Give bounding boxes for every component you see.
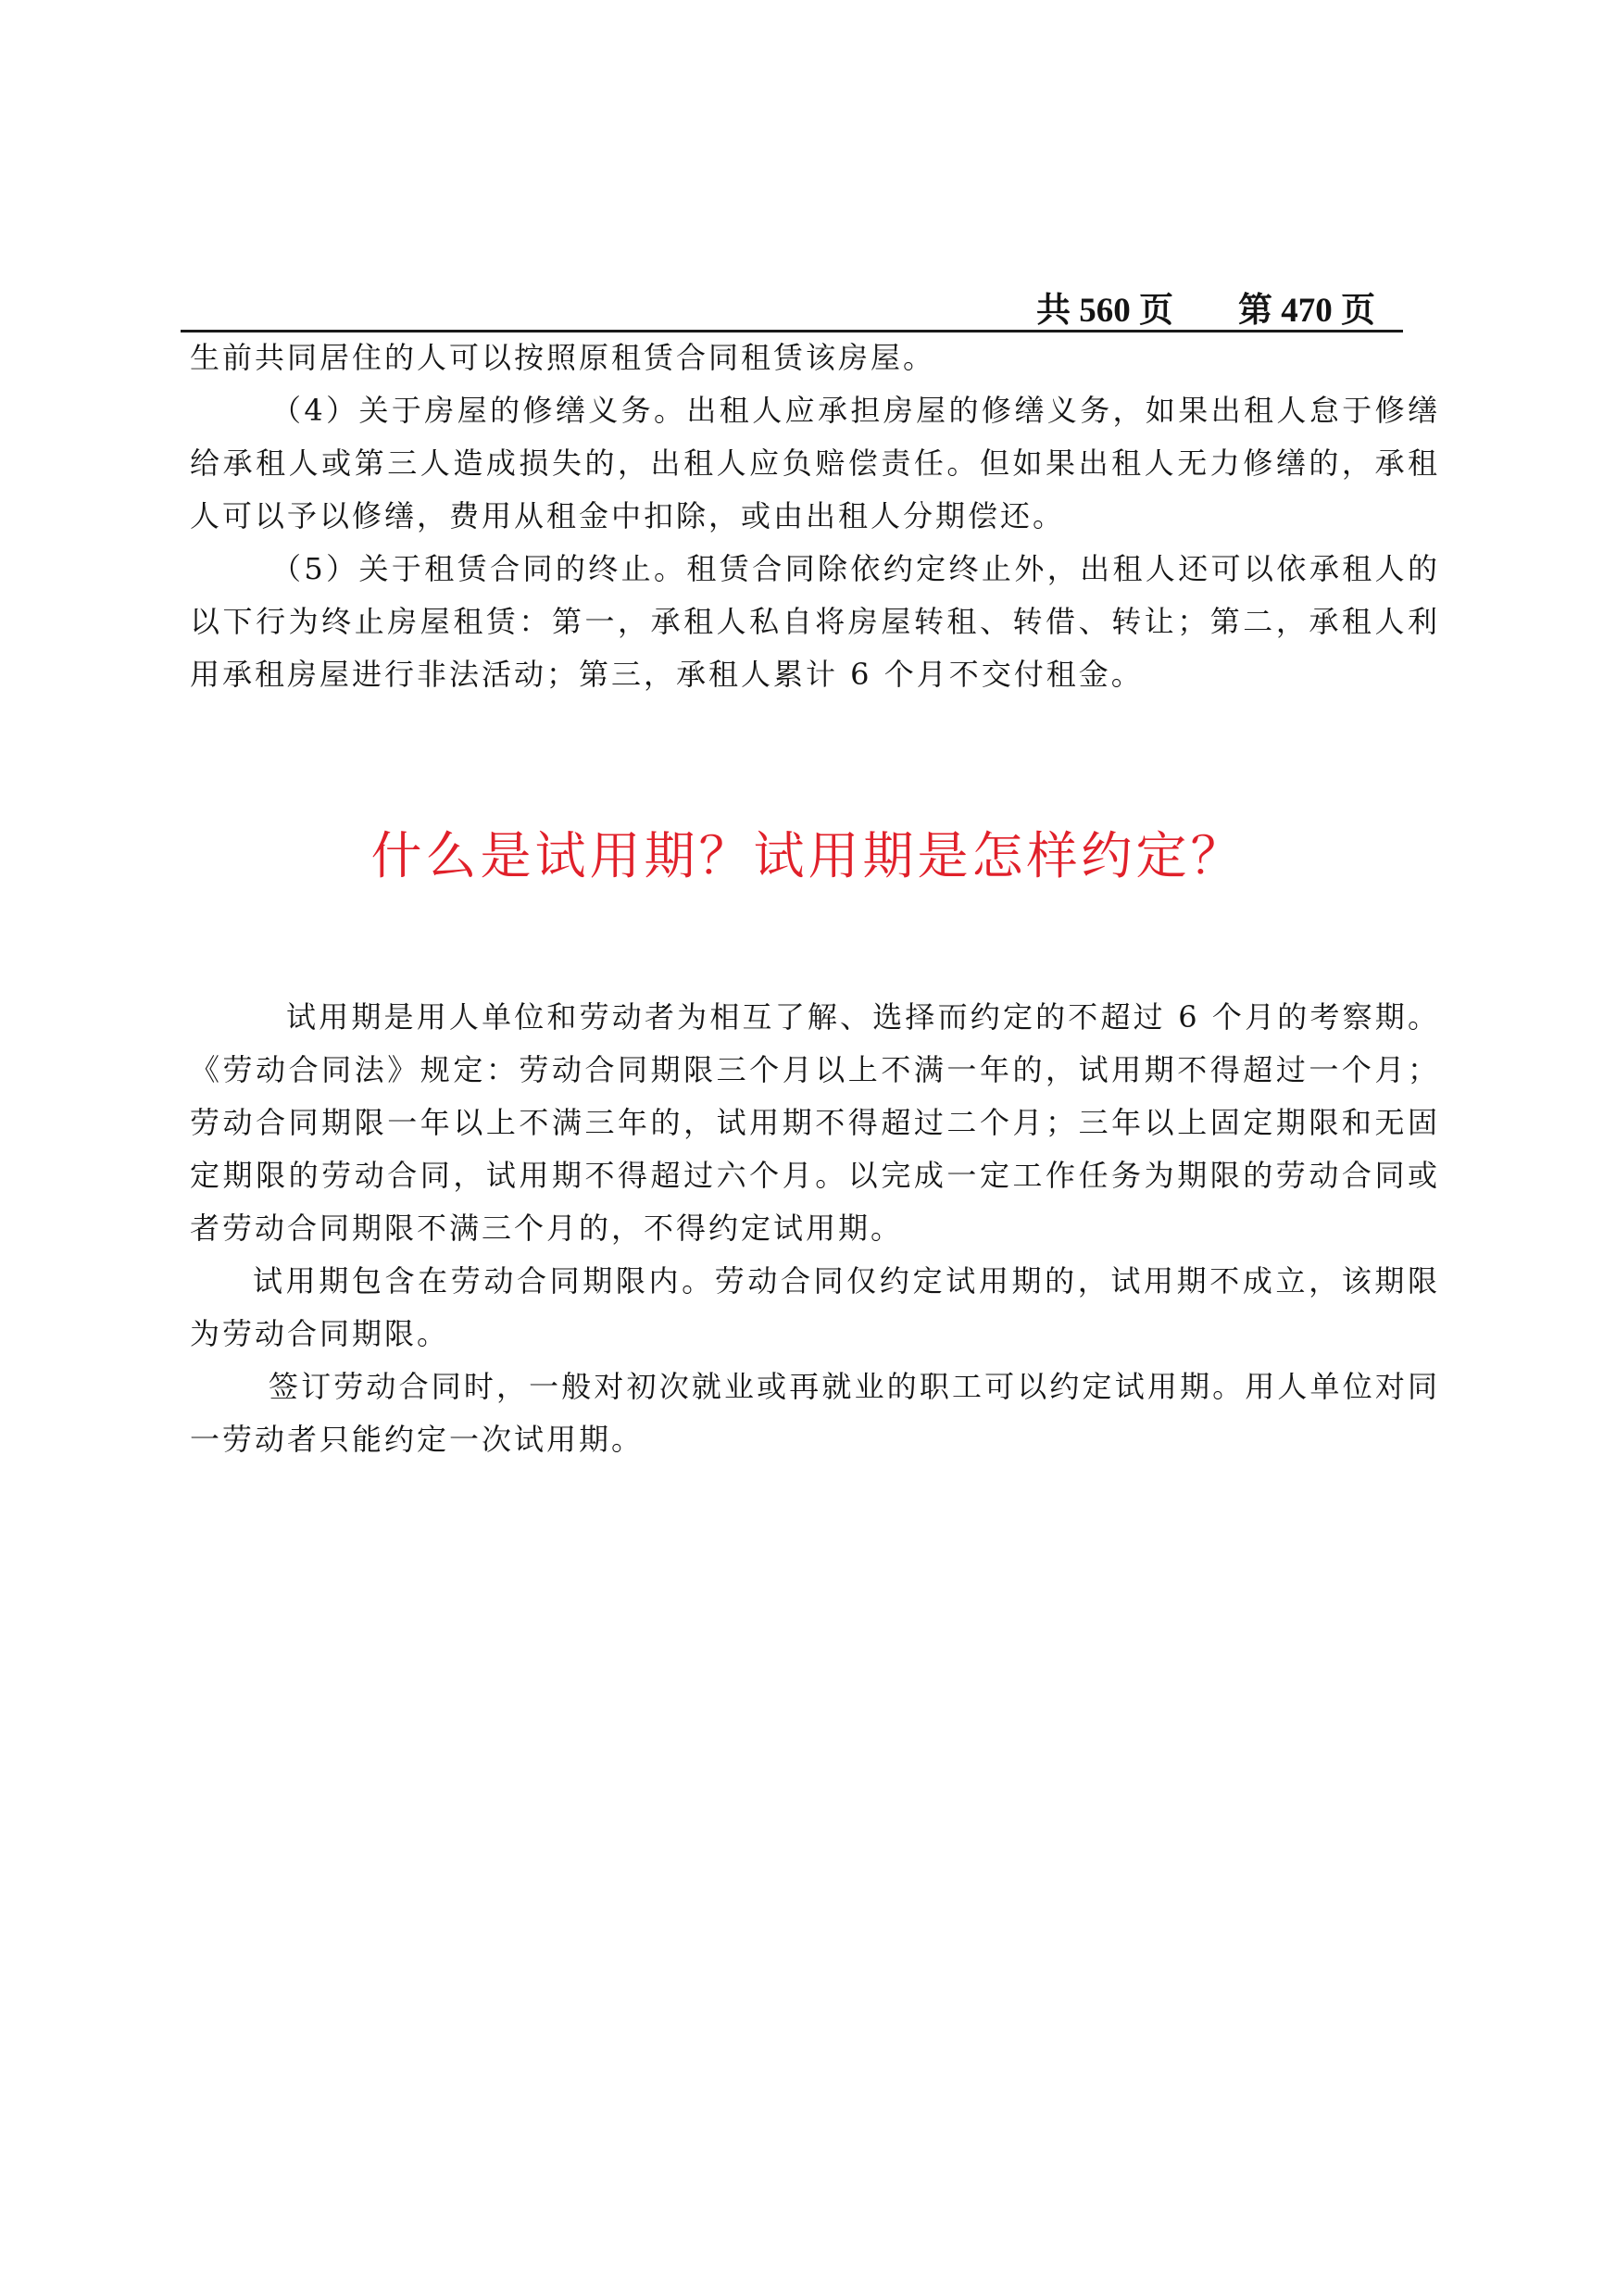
- section-title: 什么是试用期？试用期是怎样约定？: [370, 826, 1246, 885]
- page-counter: [1036, 282, 1375, 332]
- body-paragraph-1: 试用期是用人单位和劳动者为相互了解、选择而约定的不超过 6 个月的考察期。《劳动合同法》规定：劳动合同期限三个月以上不满一年的，试用期不得超过一个月；劳动合同期限一年以上不满三年的，试用期不得超过二个月；三年以上固定期限和无固定期限的劳动合同，试用期不得超过六个月。以完成一定工作任务为期限的劳动合同或者劳动合同期限不满三个月的，不得约定试用期。: [190, 999, 1440, 1246]
- section-body: [190, 991, 1440, 1466]
- total-pages: 共 560 页: [1036, 292, 1173, 330]
- item-5-paragraph: （5）关于租赁合同的终止。租赁合同除依约定终止外，出租人还可以依承租人的以下行为终止房屋租赁：第一，承租人私自将房屋转租、转借、转让；第二，承租人利用承租房屋进行非法活动；第三，承租人累计 6 个月不交付租金。: [190, 551, 1440, 692]
- body-paragraph-2: 试用期包含在劳动合同期限内。劳动合同仅约定试用期的，试用期不成立，该期限为劳动合同期限。: [190, 1263, 1440, 1351]
- item-4-paragraph: （4）关于房屋的修缮义务。出租人应承担房屋的修缮义务，如果出租人怠于修缮给承租人或第三人造成损失的，出租人应负赔偿责任。但如果出租人无力修缮的，承租人可以予以修缮，费用从租金中扣除，或由出租人分期偿还。: [190, 393, 1440, 533]
- page-header: [181, 278, 1403, 332]
- current-page: 第 470 页: [1238, 292, 1375, 330]
- body-paragraph-3: 签订劳动合同时，一般对初次就业或再就业的职工可以约定试用期。用人单位对同一劳动者只能约定一次试用期。: [190, 1369, 1440, 1457]
- previous-section-text: [190, 332, 1440, 701]
- continuation-paragraph: 生前共同居住的人可以按照原租赁合同租赁该房屋。: [190, 340, 936, 375]
